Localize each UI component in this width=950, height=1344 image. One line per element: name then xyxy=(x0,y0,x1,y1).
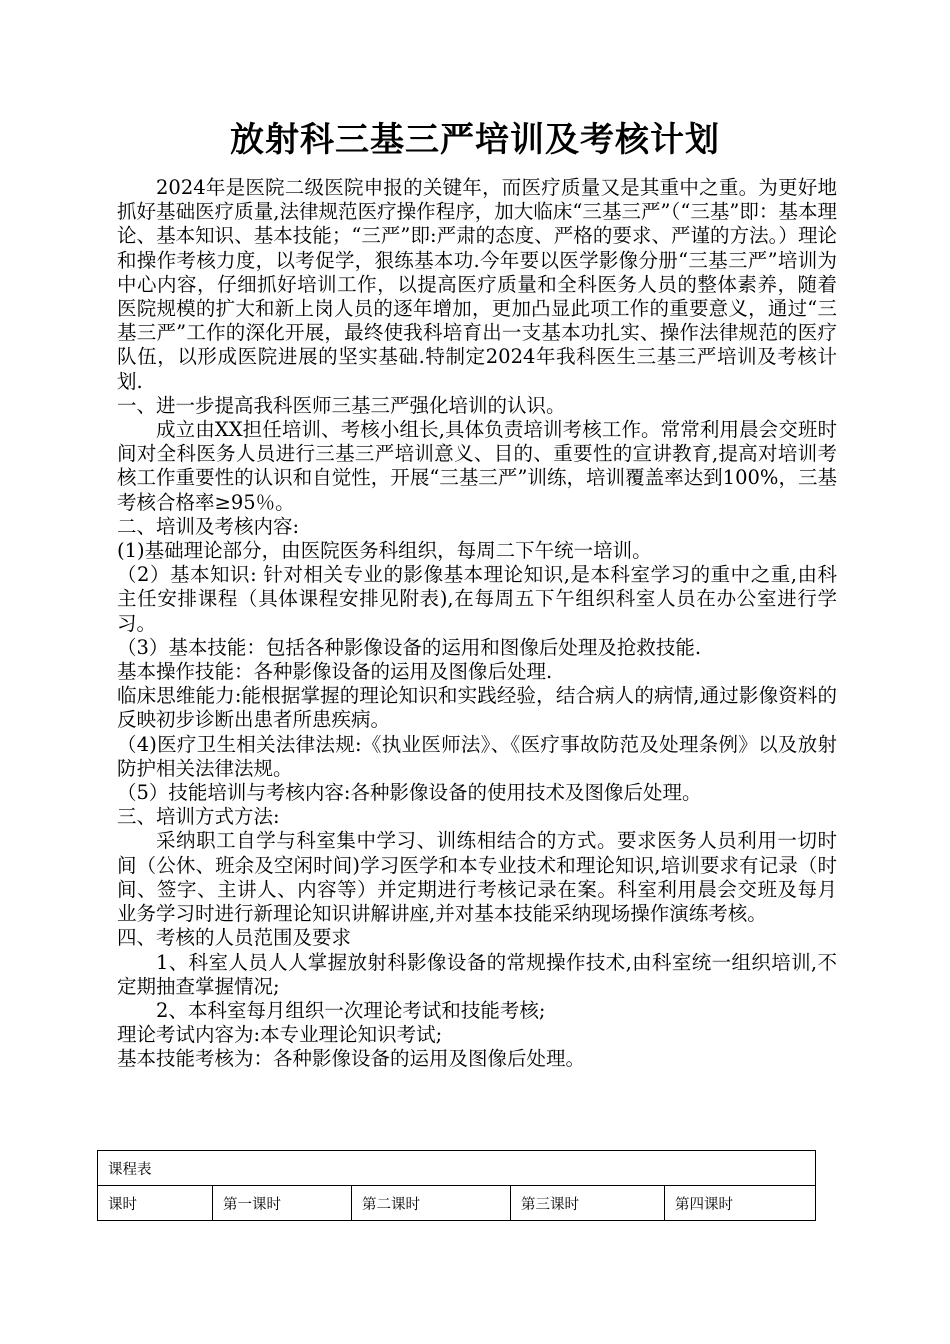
table-header-cell: 第三课时 xyxy=(511,1186,665,1221)
course-table xyxy=(97,1150,816,1221)
section-1-paragraph: 成立由XX担任培训、考核小组长,具体负责培训考核工作。常常利用晨会交班时间对全科医务人员进行三基三严培训意义、目的、重要性的宣讲教育,提高对培训考核工作重要性的认识和自觉性，开展“三基三严”训练，培训覆盖率达到100%，三基考核合格率≥95％。 xyxy=(117,418,837,514)
table-header-cell: 第一课时 xyxy=(213,1186,352,1221)
content-item-3a: 基本操作技能：各种影像设备的运用及图像后处理. xyxy=(117,660,553,684)
table-header-cell: 第二课时 xyxy=(352,1186,511,1221)
requirement-2: 2、本科室每月组织一次理论考试和技能考核; xyxy=(156,998,546,1022)
content-item-4: （4)医疗卫生相关法律法规:《执业医师法》、《医疗事故防范及处理条例》以及放射防护相关法律法规。 xyxy=(117,732,837,780)
table-caption: 课程表 xyxy=(98,1151,816,1186)
requirement-skill: 基本技能考核为：各种影像设备的运用及图像后处理。 xyxy=(117,1047,586,1071)
intro-paragraph: 2024年是医院二级医院申报的关键年，而医疗质量又是其重中之重。为更好地抓好基础医疗质量,法律规范医疗操作程序，加大临床“三基三严”（“三基”即：基本理论、基本知识、基本技能；“三严”即:严肃的态度、严格的要求、严谨的方法。）理论和操作考核力度，以考促学，狠练基本功.今年要以医学影像分册“三基三严”培训为中心内容，仔细抓好培训工作，以提高医疗质量和全科医务人员的整体素养，随着医院规模的扩大和新上岗人员的逐年增加，更加凸显此项工作的重要意义，通过“三基三严”工作的深化开展，最终使我科培育出一支基本功扎实、操作法律规范的医疗队伍，以形成医院进展的坚实基础.特制定2024年我科医生三基三严培训及考核计划. xyxy=(117,176,837,393)
content-item-1: (1)基础理论部分，由医院医务科组织，每周二下午统一培训。 xyxy=(117,539,652,563)
requirement-1: 1、科室人员人人掌握放射科影像设备的常规操作技术,由科室统一组织培训,不定期抽查掌握情况; xyxy=(117,950,837,998)
content-item-3b: 临床思维能力:能根据掌握的理论知识和实践经验，结合病人的病情,通过影像资料的反映初步诊断出患者所患疾病。 xyxy=(117,684,837,732)
table-caption-row xyxy=(98,1151,816,1186)
document-title: 放射科三基三严培训及考核计划 xyxy=(230,120,720,160)
section-heading-3: 三、培训方式方法: xyxy=(117,805,280,829)
table-header-row xyxy=(98,1186,816,1221)
content-item-3: （3）基本技能：包括各种影像设备的运用和图像后处理及抢救技能. xyxy=(117,635,702,659)
content-item-5: （5）技能培训与考核内容:各种影像设备的使用技术及图像后处理。 xyxy=(117,781,702,805)
section-heading-4: 四、考核的人员范围及要求 xyxy=(117,926,352,950)
table-header-cell: 第四课时 xyxy=(665,1186,816,1221)
section-heading-2: 二、培训及考核内容: xyxy=(117,514,300,538)
table-header-cell: 课时 xyxy=(98,1186,213,1221)
content-item-2: （2）基本知识: 针对相关专业的影像基本理论知识,是本科室学习的重中之重,由科主任安排课程（具体课程安排见附表),在每周五下午组织科室人员在办公室进行学习。 xyxy=(117,563,837,635)
requirement-theory: 理论考试内容为:本专业理论知识考试; xyxy=(117,1023,443,1047)
document-body xyxy=(117,176,837,1072)
section-3-paragraph: 采纳职工自学与科室集中学习、训练相结合的方式。要求医务人员利用一切时间（公休、班余及空闲时间)学习医学和本专业技术和理论知识,培训要求有记录（时间、签字、主讲人、内容等）并定期进行考核记录在案。科室利用晨会交班及每月业务学习时进行新理论知识讲解讲座,并对基本技能采纳现场操作演练考核。 xyxy=(117,829,837,926)
section-heading-1: 一、进一步提高我科医师三基三严强化培训的认识。 xyxy=(117,393,566,417)
